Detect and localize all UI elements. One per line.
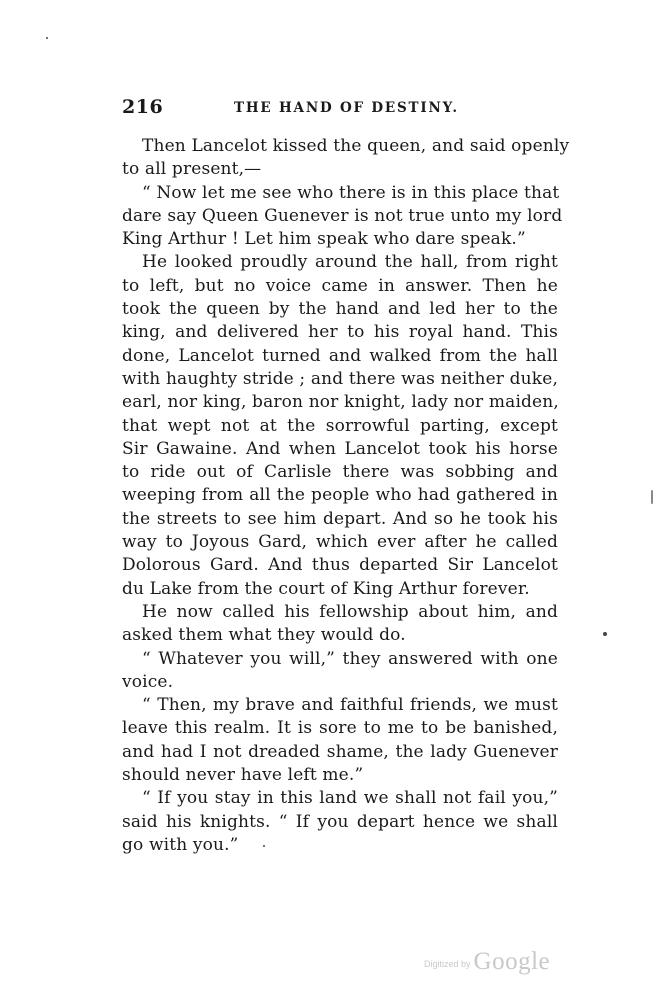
text-line: weeping from all the people who had gathered in	[122, 485, 558, 506]
text-line: done, Lancelot turned and walked from the hall	[122, 345, 558, 366]
text-line: to left, but no voice came in answer. Then he	[122, 275, 558, 296]
google-logo: Google	[473, 948, 551, 975]
text-line: and had I not dreaded shame, the lady Guenever	[122, 741, 558, 762]
text-line: du Lake from the court of King Arthur forever.	[122, 578, 530, 599]
text-line: the streets to see him depart. And so he took his	[122, 508, 558, 529]
watermark-prefix: Digitized by	[424, 959, 471, 969]
text-line: to all present,—	[122, 159, 262, 180]
text-line: asked them what they would do.	[122, 625, 406, 646]
text-line: that wept not at the sorrowful parting, except	[122, 415, 558, 436]
text-line: “ If you stay in this land we shall not fail you,”	[142, 788, 558, 809]
page-number: 216	[122, 96, 164, 118]
body-text	[122, 135, 570, 857]
text-line: He looked proudly around the hall, from right	[142, 252, 558, 273]
text-line: Dolorous Gard. And thus departed Sir Lancelot	[122, 555, 558, 576]
text-line: “ Whatever you will,” they answered with one	[142, 648, 558, 669]
text-line: earl, nor king, baron nor knight, lady nor maiden,	[122, 392, 559, 413]
text-line: leave this realm. It is sore to me to be banished,	[122, 718, 558, 739]
text-line: Then Lancelot kissed the queen, and said openly	[142, 136, 570, 156]
page-speck	[46, 37, 48, 39]
text-line: said his knights. “ If you depart hence we shall	[122, 811, 558, 832]
text-line: way to Joyous Gard, which ever after he called	[122, 532, 558, 553]
digitized-watermark	[424, 948, 550, 976]
text-line: dare say Queen Guenever is not true unto my lord	[122, 205, 563, 226]
text-line: should never have left me.”	[122, 765, 364, 786]
page-speck	[651, 490, 653, 504]
text-line: voice.	[122, 671, 174, 692]
page-speck	[603, 632, 607, 636]
text-line: “ Then, my brave and faithful friends, we must	[142, 695, 558, 716]
text-line: to ride out of Carlisle there was sobbing and	[122, 462, 558, 483]
text-line: Sir Gawaine. And when Lancelot took his horse	[122, 438, 558, 459]
text-line: “ Now let me see who there is in this place that	[142, 182, 560, 203]
text-line: He now called his fellowship about him, and	[142, 601, 558, 622]
text-line: go with you.”	[122, 834, 239, 855]
text-line: took the queen by the hand and led her to the	[122, 299, 558, 320]
text-line: King Arthur ! Let him speak who dare speak.”	[122, 229, 526, 250]
page-header	[122, 96, 558, 120]
text-line: with haughty stride ; and there was neither duke,	[122, 368, 558, 389]
text-line: king, and delivered her to his royal hand. This	[122, 322, 558, 343]
running-head: THE HAND OF DESTINY.	[234, 100, 459, 116]
